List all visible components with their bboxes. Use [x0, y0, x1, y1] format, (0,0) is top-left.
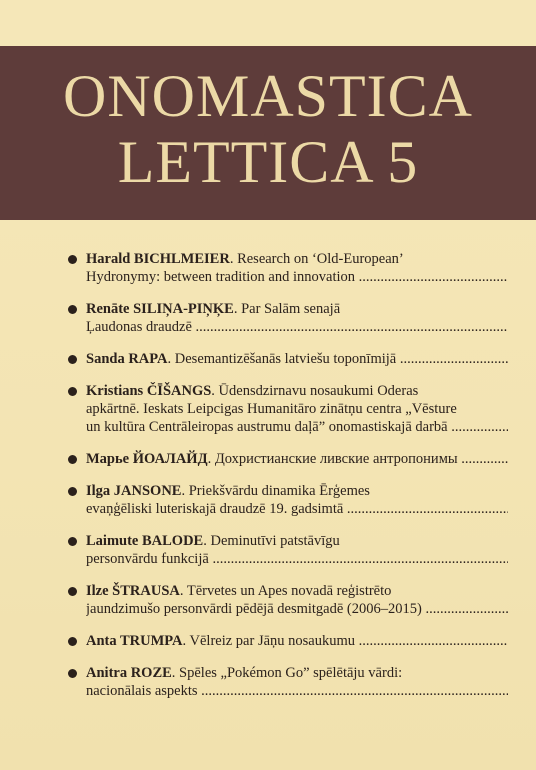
- bullet-icon: [68, 637, 77, 646]
- bullet-icon: [68, 355, 77, 364]
- author-name: Марье ЙОАЛАЙД: [86, 451, 208, 467]
- toc-entry: [0, 382, 536, 436]
- article-title-text: . Tērvetes un Apes novadā reģistrēto: [179, 583, 392, 599]
- article-title-text: nacionālais aspekts: [86, 683, 198, 699]
- table-of-contents: [0, 250, 536, 714]
- bullet-icon: [68, 387, 77, 396]
- toc-entry-line: [86, 382, 508, 400]
- toc-entry-line: [86, 350, 508, 368]
- toc-entry-line: [86, 268, 508, 286]
- toc-entry-line: [86, 400, 508, 418]
- author-name: Ilze ŠTRAUSA: [86, 583, 180, 599]
- author-name: Kristians ČĪŠANGS: [86, 383, 212, 399]
- toc-entry-line: [86, 664, 508, 682]
- author-name: Anta TRUMPA: [86, 633, 183, 649]
- toc-entry: [0, 482, 536, 518]
- article-title-text: . Par Salām senajā: [233, 301, 341, 317]
- toc-entry: [0, 450, 536, 468]
- article-title-text: personvārdu funkcijā: [86, 551, 209, 567]
- toc-entry: [0, 350, 536, 368]
- toc-entry-line: [86, 600, 508, 618]
- article-title-text: Hydronymy: between tradition and innovation: [86, 269, 356, 285]
- toc-entry-line: [86, 250, 508, 268]
- author-name: Sanda RAPA: [86, 351, 168, 367]
- author-name: Harald BICHLMEIER: [86, 251, 230, 267]
- article-title-text: evaņģēliski luteriskajā draudzē 19. gadsimtā: [86, 501, 344, 517]
- bullet-icon: [68, 305, 77, 314]
- toc-entry-line: [86, 632, 508, 650]
- title-line-1: ONOMASTICA: [62, 63, 474, 129]
- toc-entry: [0, 532, 536, 568]
- bullet-icon: [68, 669, 77, 678]
- author-name: Laimute BALODE: [86, 533, 204, 549]
- toc-entry: [0, 250, 536, 286]
- bullet-icon: [68, 455, 77, 464]
- article-title-text: . Research on ‘Old-European’: [229, 251, 404, 267]
- bullet-icon: [68, 255, 77, 264]
- article-title-text: . Дохристианские ливские антропонимы: [207, 451, 458, 467]
- toc-entry-line: [86, 418, 508, 436]
- author-name: Anitra ROZE: [86, 665, 172, 681]
- toc-entry-line: [86, 450, 508, 468]
- article-title-text: apkārtnē. Ieskats Leipcigas Humanitāro zinātņu centra „Vēsture: [86, 401, 457, 417]
- toc-entry: [0, 664, 536, 700]
- article-title-text: jaundzimušo personvārdi pēdējā desmitgadē (2006–2015): [86, 601, 422, 617]
- article-title-text: . Spēles „Pokémon Go” spēlētāju vārdi:: [171, 665, 403, 681]
- bullet-icon: [68, 537, 77, 546]
- article-title-text: . Desemantizēšanās latviešu toponīmijā: [167, 351, 397, 367]
- toc-entry-line: [86, 300, 508, 318]
- bullet-icon: [68, 487, 77, 496]
- author-name: Renāte SILIŅA-PIŅĶE: [86, 301, 234, 317]
- article-title-text: un kultūra Centrāleiropas austrumu daļā” onomastiskajā darbā: [86, 419, 448, 435]
- toc-entry-line: [86, 582, 508, 600]
- article-title-text: . Ūdensdzirnavu nosaukumi Oderas: [211, 383, 419, 399]
- toc-entry-line: [86, 550, 508, 568]
- title-line-2: LETTICA 5: [117, 129, 419, 195]
- toc-entry-line: [86, 482, 508, 500]
- article-title-text: . Vēlreiz par Jāņu nosaukumu: [182, 633, 356, 649]
- toc-entry: [0, 632, 536, 650]
- toc-entry-line: [86, 318, 508, 336]
- article-title-text: Ļaudonas draudzē: [86, 319, 192, 335]
- article-title-text: . Deminutīvi patstāvīgu: [203, 533, 340, 549]
- toc-entry-line: [86, 500, 508, 518]
- toc-entry: [0, 300, 536, 336]
- article-title-text: . Priekšvārdu dinamika Ērģemes: [181, 483, 370, 499]
- toc-entry-line: [86, 532, 508, 550]
- author-name: Ilga JANSONE: [86, 483, 182, 499]
- toc-entry-line: [86, 682, 508, 700]
- toc-entry: [0, 582, 536, 618]
- bullet-icon: [68, 587, 77, 596]
